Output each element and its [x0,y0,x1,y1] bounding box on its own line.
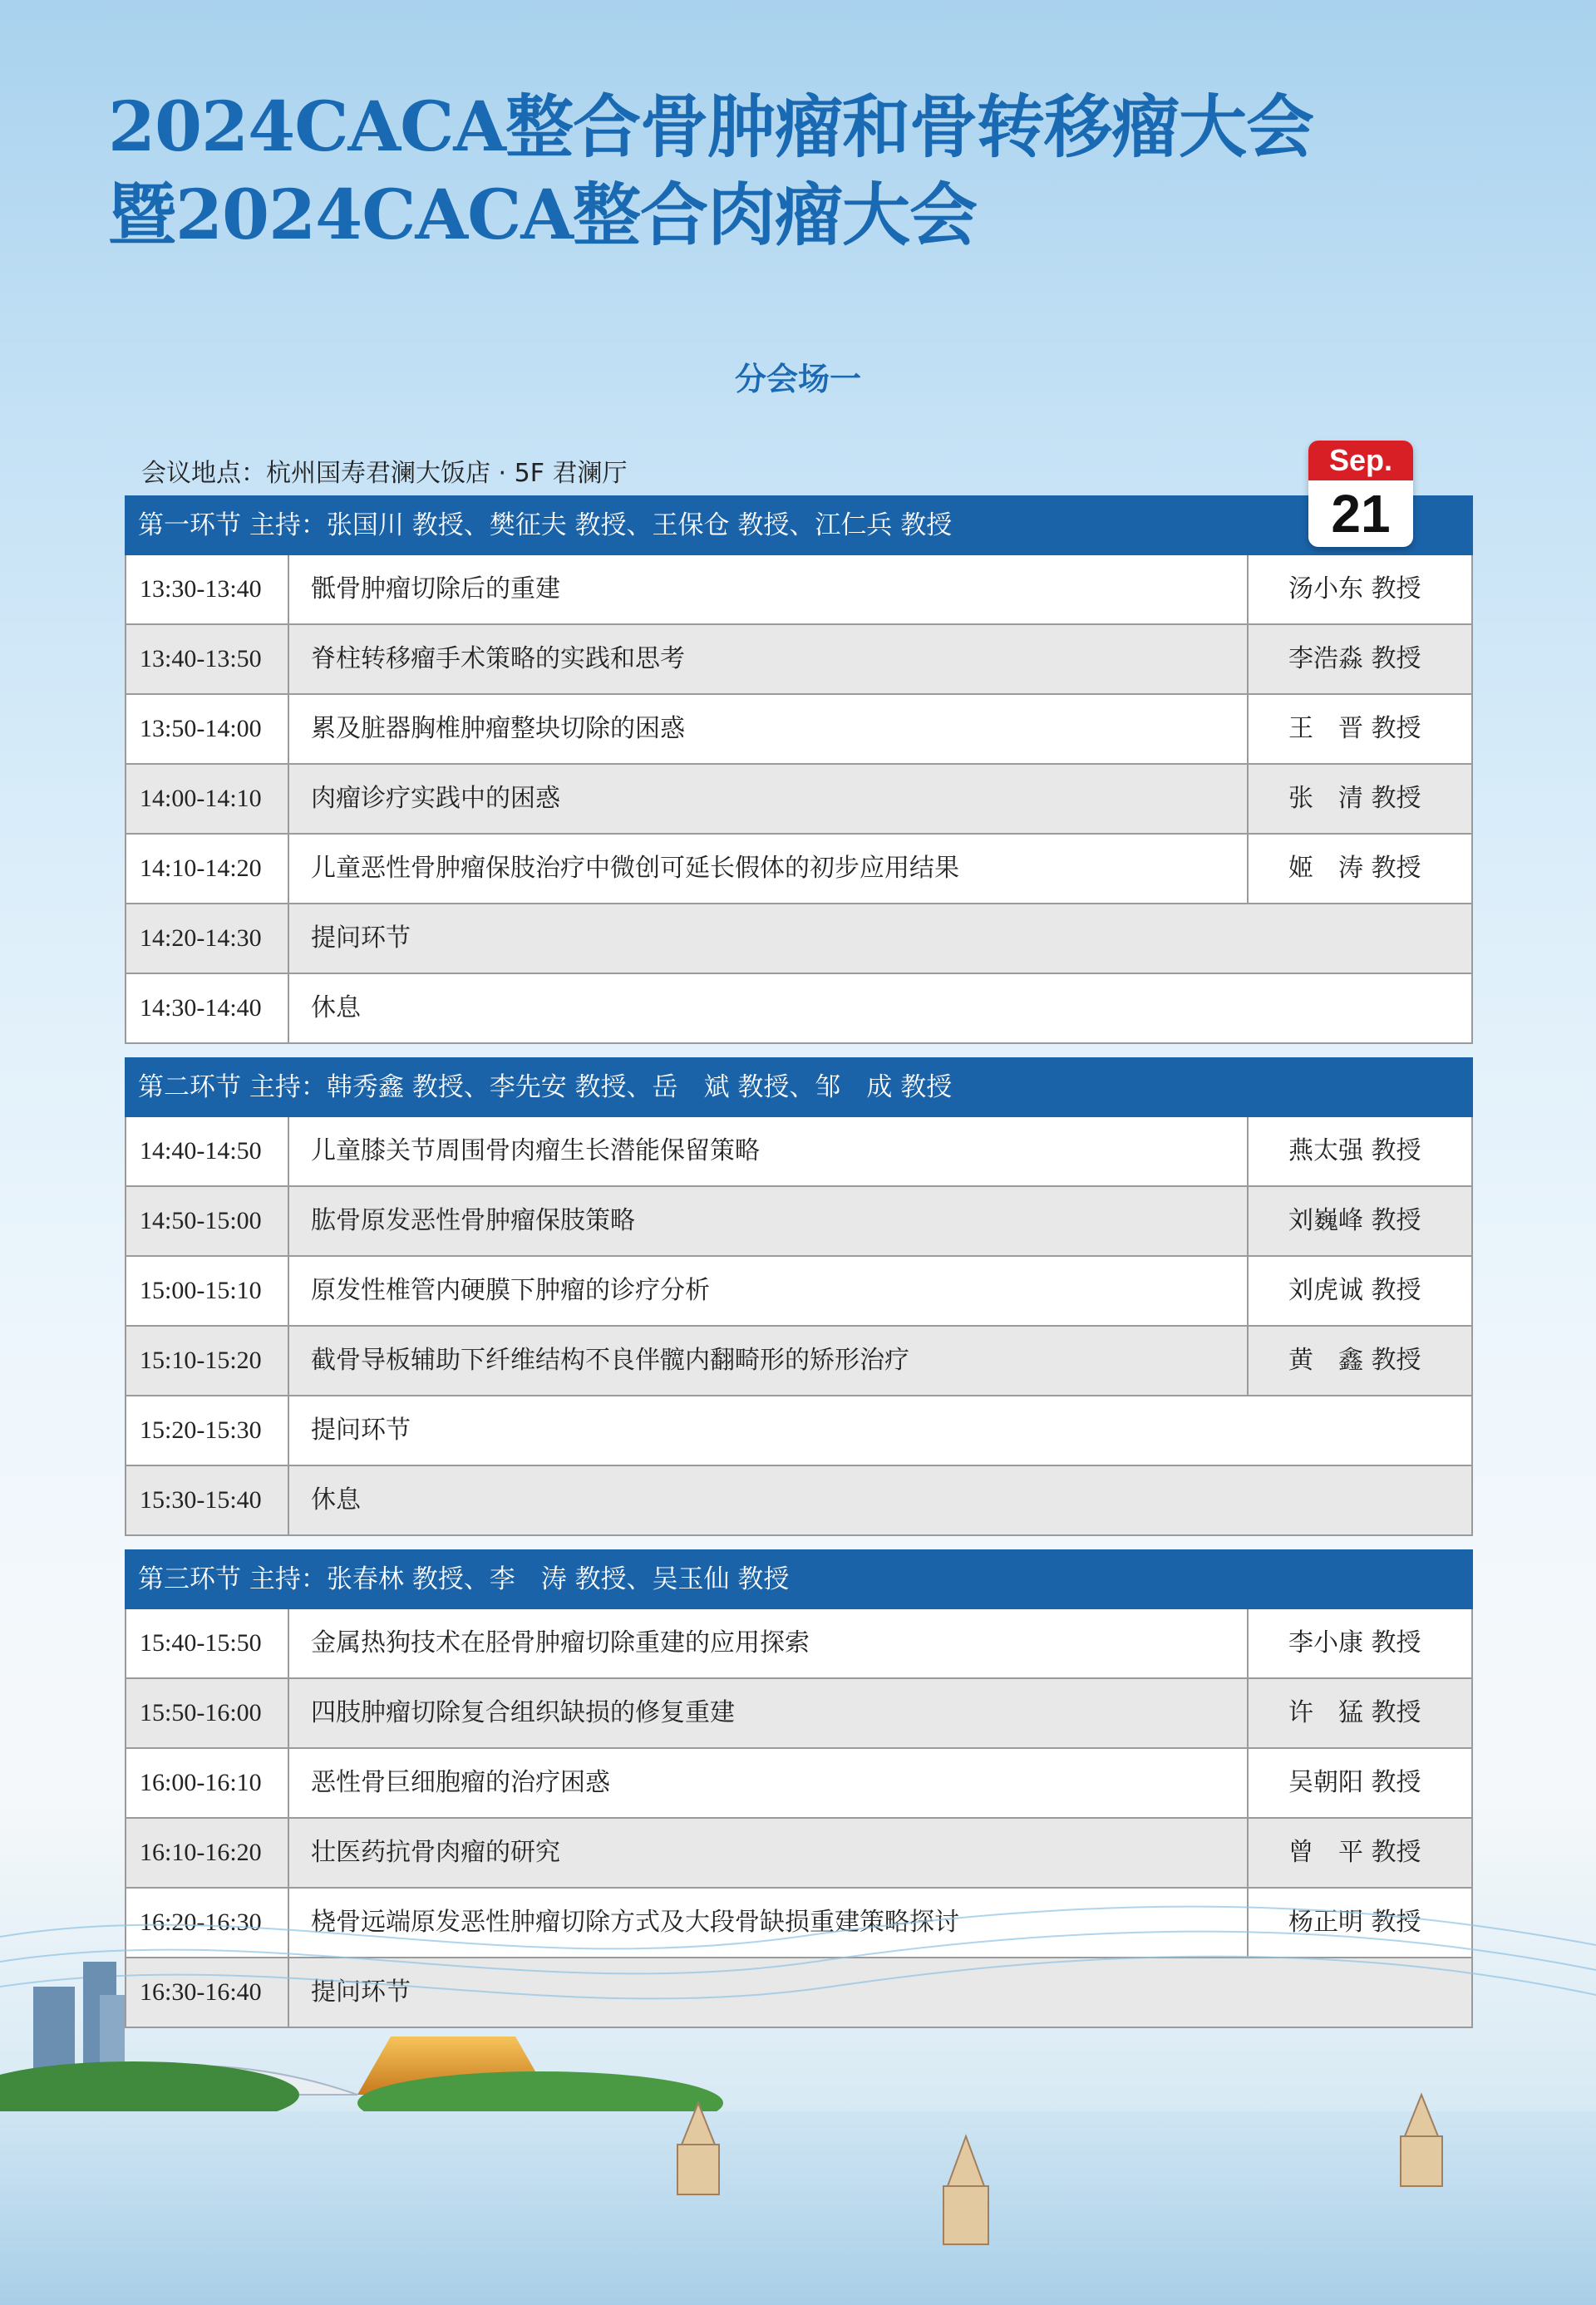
speaker-cell: 黄 鑫 教授 [1247,1327,1471,1395]
time-cell: 15:40-15:50 [126,1609,289,1677]
page-title-line-2: 暨2024CACA整合肉瘤大会 [108,175,977,255]
time-cell: 14:20-14:30 [126,904,289,973]
speaker-cell: 刘巍峰 教授 [1247,1187,1471,1255]
time-cell: 14:40-14:50 [126,1117,289,1185]
table-row [126,1117,1471,1187]
table-row [126,1257,1471,1327]
table-row [126,835,1471,904]
time-cell: 13:30-13:40 [126,555,289,623]
speaker-cell: 许 猛 教授 [1247,1679,1471,1747]
speaker-cell: 曾 平 教授 [1247,1819,1471,1887]
topic-cell: 骶骨肿瘤切除后的重建 [311,574,560,603]
topic-cell: 提问环节 [311,923,411,953]
calendar-date-badge [1308,441,1413,547]
time-cell: 14:50-15:00 [126,1187,289,1255]
time-cell: 13:40-13:50 [126,625,289,693]
table-row [126,1327,1471,1396]
stadium [17,2066,357,2095]
section-rows [125,555,1473,1044]
table-row [126,1889,1471,1958]
topic-cell: 壮医药抗骨肉瘤的研究 [311,1838,560,1867]
golden-pavilion [357,2037,549,2095]
speaker-cell: 张 清 教授 [1247,765,1471,833]
page-title-line-1: 2024CACA整合骨肿瘤和骨转移瘤大会 [108,87,1313,167]
speaker-cell: 汤小东 教授 [1247,555,1471,623]
table-row [126,695,1471,765]
time-cell: 14:00-14:10 [126,765,289,833]
table-row [126,904,1471,974]
section-header: 第二环节 主持：韩秀鑫 教授、李先安 教授、岳 斌 教授、邹 成 教授 [125,1057,1473,1117]
table-row [126,555,1471,625]
time-cell: 16:30-16:40 [126,1958,289,2027]
speaker-cell: 杨正明 教授 [1247,1889,1471,1957]
speaker-cell: 燕太强 教授 [1247,1117,1471,1185]
speaker-cell: 姬 涛 教授 [1247,835,1471,903]
schedule-table [125,495,1473,2042]
topic-cell: 脊柱转移瘤手术策略的实践和思考 [311,644,685,673]
speaker-cell: 刘虎诚 教授 [1247,1257,1471,1325]
city-skyline [33,1962,125,2111]
section-rows [125,1117,1473,1536]
topic-cell: 提问环节 [311,1416,411,1445]
section-header: 第三环节 主持：张春林 教授、李 涛 教授、吴玉仙 教授 [125,1549,1473,1609]
session-subtitle: 分会场一 [734,361,861,397]
date-day: 21 [1331,484,1391,544]
time-cell: 15:20-15:30 [126,1396,289,1465]
time-cell: 13:50-14:00 [126,695,289,763]
table-row [126,1749,1471,1819]
agenda-section [125,495,1473,1044]
table-row [126,625,1471,695]
table-row [126,1819,1471,1889]
agenda-section [125,1549,1473,2028]
time-cell: 15:00-15:10 [126,1257,289,1325]
table-row [126,765,1471,835]
topic-cell: 休息 [311,993,361,1022]
section-rows [125,1609,1473,2028]
time-cell: 14:30-14:40 [126,974,289,1042]
time-cell: 15:10-15:20 [126,1327,289,1395]
time-cell: 16:10-16:20 [126,1819,289,1887]
time-cell: 16:20-16:30 [126,1889,289,1957]
topic-cell: 四肢肿瘤切除复合组织缺损的修复重建 [311,1698,735,1727]
section-header: 第一环节 主持：张国川 教授、樊征夫 教授、王保仓 教授、江仁兵 教授 [125,495,1473,555]
topic-cell: 肉瘤诊疗实践中的困惑 [311,784,560,813]
topic-cell: 恶性骨巨细胞瘤的治疗困惑 [311,1768,610,1797]
table-row [126,974,1471,1044]
speaker-cell: 李浩淼 教授 [1247,625,1471,693]
trees [0,2061,723,2135]
topic-cell: 截骨导板辅助下纤维结构不良伴髋内翻畸形的矫形治疗 [311,1346,909,1375]
topic-cell: 桡骨远端原发恶性肿瘤切除方式及大段骨缺损重建策略探讨 [311,1908,959,1937]
speaker-cell: 王 晋 教授 [1247,695,1471,763]
topic-cell: 儿童恶性骨肿瘤保肢治疗中微创可延长假体的初步应用结果 [311,854,959,883]
table-row [126,1396,1471,1466]
time-cell: 15:50-16:00 [126,1679,289,1747]
table-row [126,1466,1471,1536]
topic-cell: 提问环节 [311,1977,411,2007]
topic-cell: 原发性椎管内硬膜下肿瘤的诊疗分析 [311,1276,710,1305]
speaker-cell: 吴朝阳 教授 [1247,1749,1471,1817]
table-row [126,1609,1471,1679]
table-row [126,1679,1471,1749]
stone-pagodas [677,2095,1442,2244]
title-block [108,83,1521,259]
date-month: Sep. [1308,441,1413,480]
topic-cell: 肱骨原发恶性骨肿瘤保肢策略 [311,1206,635,1235]
topic-cell: 休息 [311,1485,361,1515]
table-row [126,1958,1471,2028]
topic-cell: 累及脏器胸椎肿瘤整块切除的困惑 [311,714,685,743]
topic-cell: 儿童膝关节周围骨肉瘤生长潜能保留策略 [311,1136,760,1165]
time-cell: 15:30-15:40 [126,1466,289,1534]
speaker-cell: 李小康 教授 [1247,1609,1471,1677]
agenda-section [125,1057,1473,1536]
topic-cell: 金属热狗技术在胫骨肿瘤切除重建的应用探索 [311,1628,810,1657]
time-cell: 16:00-16:10 [126,1749,289,1817]
table-row [126,1187,1471,1257]
venue-text: 会议地点：杭州国寿君澜大饭店 · 5F 君澜厅 [141,459,628,488]
time-cell: 14:10-14:20 [126,835,289,903]
